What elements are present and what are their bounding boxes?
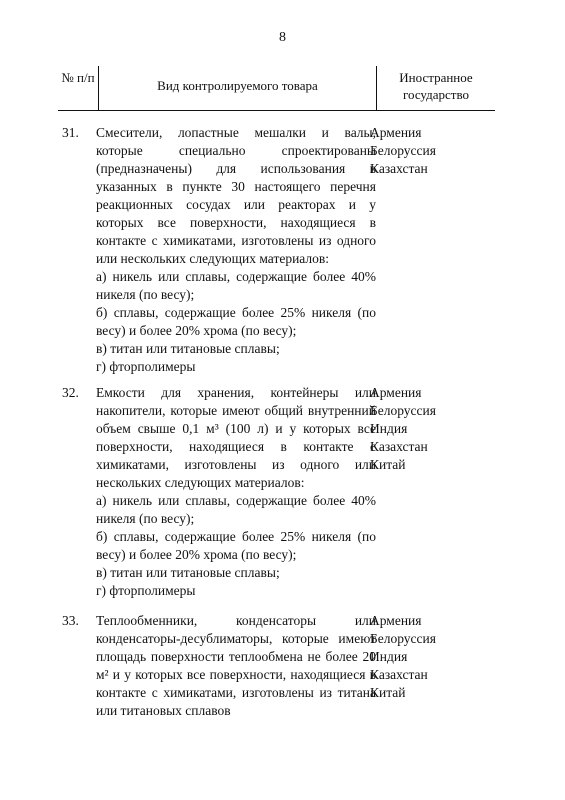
entry-description [96,124,376,376]
entry-item: г) фторполимеры [96,583,196,598]
country: Казахстан [370,667,428,682]
country: Индия [370,421,408,436]
page-number: 8 [279,30,286,45]
entry-countries [370,612,495,702]
country: Казахстан [370,161,428,176]
country: Китай [370,457,406,472]
header-rule [58,110,495,111]
country: Китай [370,685,406,700]
entry-number: 32. [62,385,79,400]
entry-item: в) титан или титановые сплавы; [96,565,280,580]
entry-text: Теплообменники, конденсаторы или конденсаторы-десублиматоры, которые имеют площадь поверхности теплообмена не более 20 м² и у которых все поверхности, находящиеся в контакте с химикатами, изготовлены из титана или титановых сплавов [96,613,376,718]
entry-text: Емкости для хранения, контейнеры или накопители, которые имеют общий внутренний объем свыше 0,1 м³ (100 л) и у которых все поверхности, находящиеся в контакте с химикатами, изготовлены из одного или нескольких следующих материалов: [96,385,376,490]
entry-number: 33. [62,613,79,628]
header-country-column: Иностранное государство [399,70,473,102]
entry-countries [370,384,495,474]
entry-countries [370,124,495,178]
country: Индия [370,649,408,664]
entry-item: г) фторполимеры [96,359,196,374]
header-number-column: № п/п [61,70,95,85]
entry-item: а) никель или сплавы, содержащие более 40% никеля (по весу); [96,493,376,526]
entry-number: 31. [62,125,79,140]
country: Белоруссия [370,631,436,646]
table-header [58,66,495,112]
country: Армения [370,613,422,628]
entry-description [96,612,376,720]
header-goods-column: Вид контролируемого товара [157,78,318,93]
country: Белоруссия [370,143,436,158]
entry-item: б) сплавы, содержащие более 25% никеля (по весу) и более 20% хрома (по весу); [96,529,376,562]
entry-description [96,384,376,600]
country: Казахстан [370,439,428,454]
country: Армения [370,385,422,400]
entry-item: а) никель или сплавы, содержащие более 40% никеля (по весу); [96,269,376,302]
entry-text: Смесители, лопастные мешалки и валы, которые специально спроектированы (предназначены) для использования в указанных в пункте 30 настоящего перечня реакционных сосудах или реакторах и у которых все поверхности, находящиеся в контакте с химикатами, изготовлены из одного или нескольких следующих материалов: [96,125,376,266]
country: Белоруссия [370,403,436,418]
country: Армения [370,125,422,140]
entry-item: в) титан или титановые сплавы; [96,341,280,356]
entry-item: б) сплавы, содержащие более 25% никеля (по весу) и более 20% хрома (по весу); [96,305,376,338]
